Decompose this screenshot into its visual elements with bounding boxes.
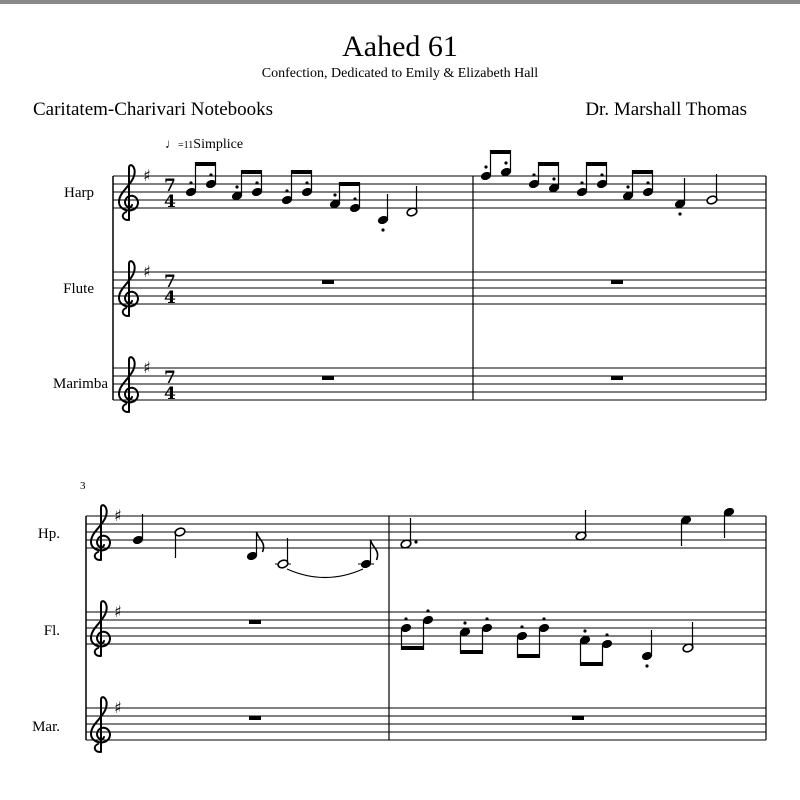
treble-clef-icon [119,165,138,220]
treble-clef-icon [91,697,110,752]
time-signature-numerator: 7 [164,272,176,292]
measure-number: 3 [80,480,86,492]
sharp-icon: ♯ [143,358,151,377]
staccato-dot [285,189,288,192]
time-signature-numerator: 7 [164,176,176,196]
sharp-icon: ♯ [114,698,122,717]
note-flag [257,532,264,552]
staccato-dot [463,621,466,624]
tempo-equals: =11 [178,140,194,151]
whole-rest-icon [322,376,334,380]
staccato-dot [580,181,583,184]
staccato-dot [189,181,192,184]
whole-rest-icon [322,280,334,284]
beam [196,162,216,166]
sharp-icon: ♯ [143,262,151,281]
instrument-abbrev-harp: Hp. [37,526,60,542]
staccato-dot [333,193,336,196]
instrument-name-harp: Harp [64,185,94,201]
beam [340,182,360,186]
staccato-dot [209,173,212,176]
time-signature-numerator: 7 [164,368,176,388]
composer-text: Dr. Marshall Thomas [585,99,747,120]
staccato-dot [520,625,523,628]
beam [581,662,603,666]
staccato-dot [305,181,308,184]
whole-rest-icon [249,716,261,720]
beam [539,162,559,166]
instrument-abbrev-flute: Fl. [43,623,60,639]
tempo-text: Simplice [193,137,244,152]
sharp-icon: ♯ [143,166,151,185]
beam [491,150,511,154]
staccato-dot [532,173,535,176]
staccato-dot [353,197,356,200]
sharp-icon: ♯ [114,602,122,621]
beam [461,650,483,654]
staccato-dot [484,165,487,168]
time-signature-denominator: 4 [164,192,176,212]
whole-rest-icon [572,716,584,720]
tie [287,569,363,578]
staccato-dot [381,228,384,231]
staccato-dot [504,161,507,164]
beam [587,162,607,166]
whole-rest-icon [611,376,623,380]
staccato-dot [485,617,488,620]
note-flag [371,540,378,560]
staccato-dot [626,185,629,188]
treble-clef-icon [119,357,138,412]
beam [518,654,540,658]
score-subtitle: Confection, Dedicated to Emily & Elizabeth Hall [261,66,539,81]
beam [242,170,262,174]
beam [292,170,312,174]
quarter-note-icon: ♩ [165,136,178,151]
whole-rest-icon [249,620,261,624]
score-title: Aahed 61 [342,30,458,63]
dot-augmentation [414,540,417,543]
sharp-icon: ♯ [114,506,122,525]
instrument-name-flute: Flute [63,281,94,297]
time-signature-denominator: 4 [164,384,176,404]
instrument-name-marimba: Marimba [53,376,108,392]
treble-clef-icon [119,261,138,316]
staccato-dot [255,181,258,184]
staccato-dot [678,212,681,215]
instrument-abbrev-marimba: Mar. [32,719,60,735]
staccato-dot [583,629,586,632]
lyricist-text: Caritatem-Charivari Notebooks [33,99,274,120]
beam [402,646,424,650]
time-signature-denominator: 4 [164,288,176,308]
staccato-dot [404,617,407,620]
staccato-dot [426,609,429,612]
staccato-dot [600,173,603,176]
staccato-dot [235,185,238,188]
treble-clef-icon [91,601,110,656]
whole-rest-icon [611,280,623,284]
staccato-dot [605,633,608,636]
staccato-dot [552,177,555,180]
staccato-dot [645,664,648,667]
staccato-dot [542,617,545,620]
staccato-dot [646,181,649,184]
beam [633,170,653,174]
treble-clef-icon [91,505,110,560]
